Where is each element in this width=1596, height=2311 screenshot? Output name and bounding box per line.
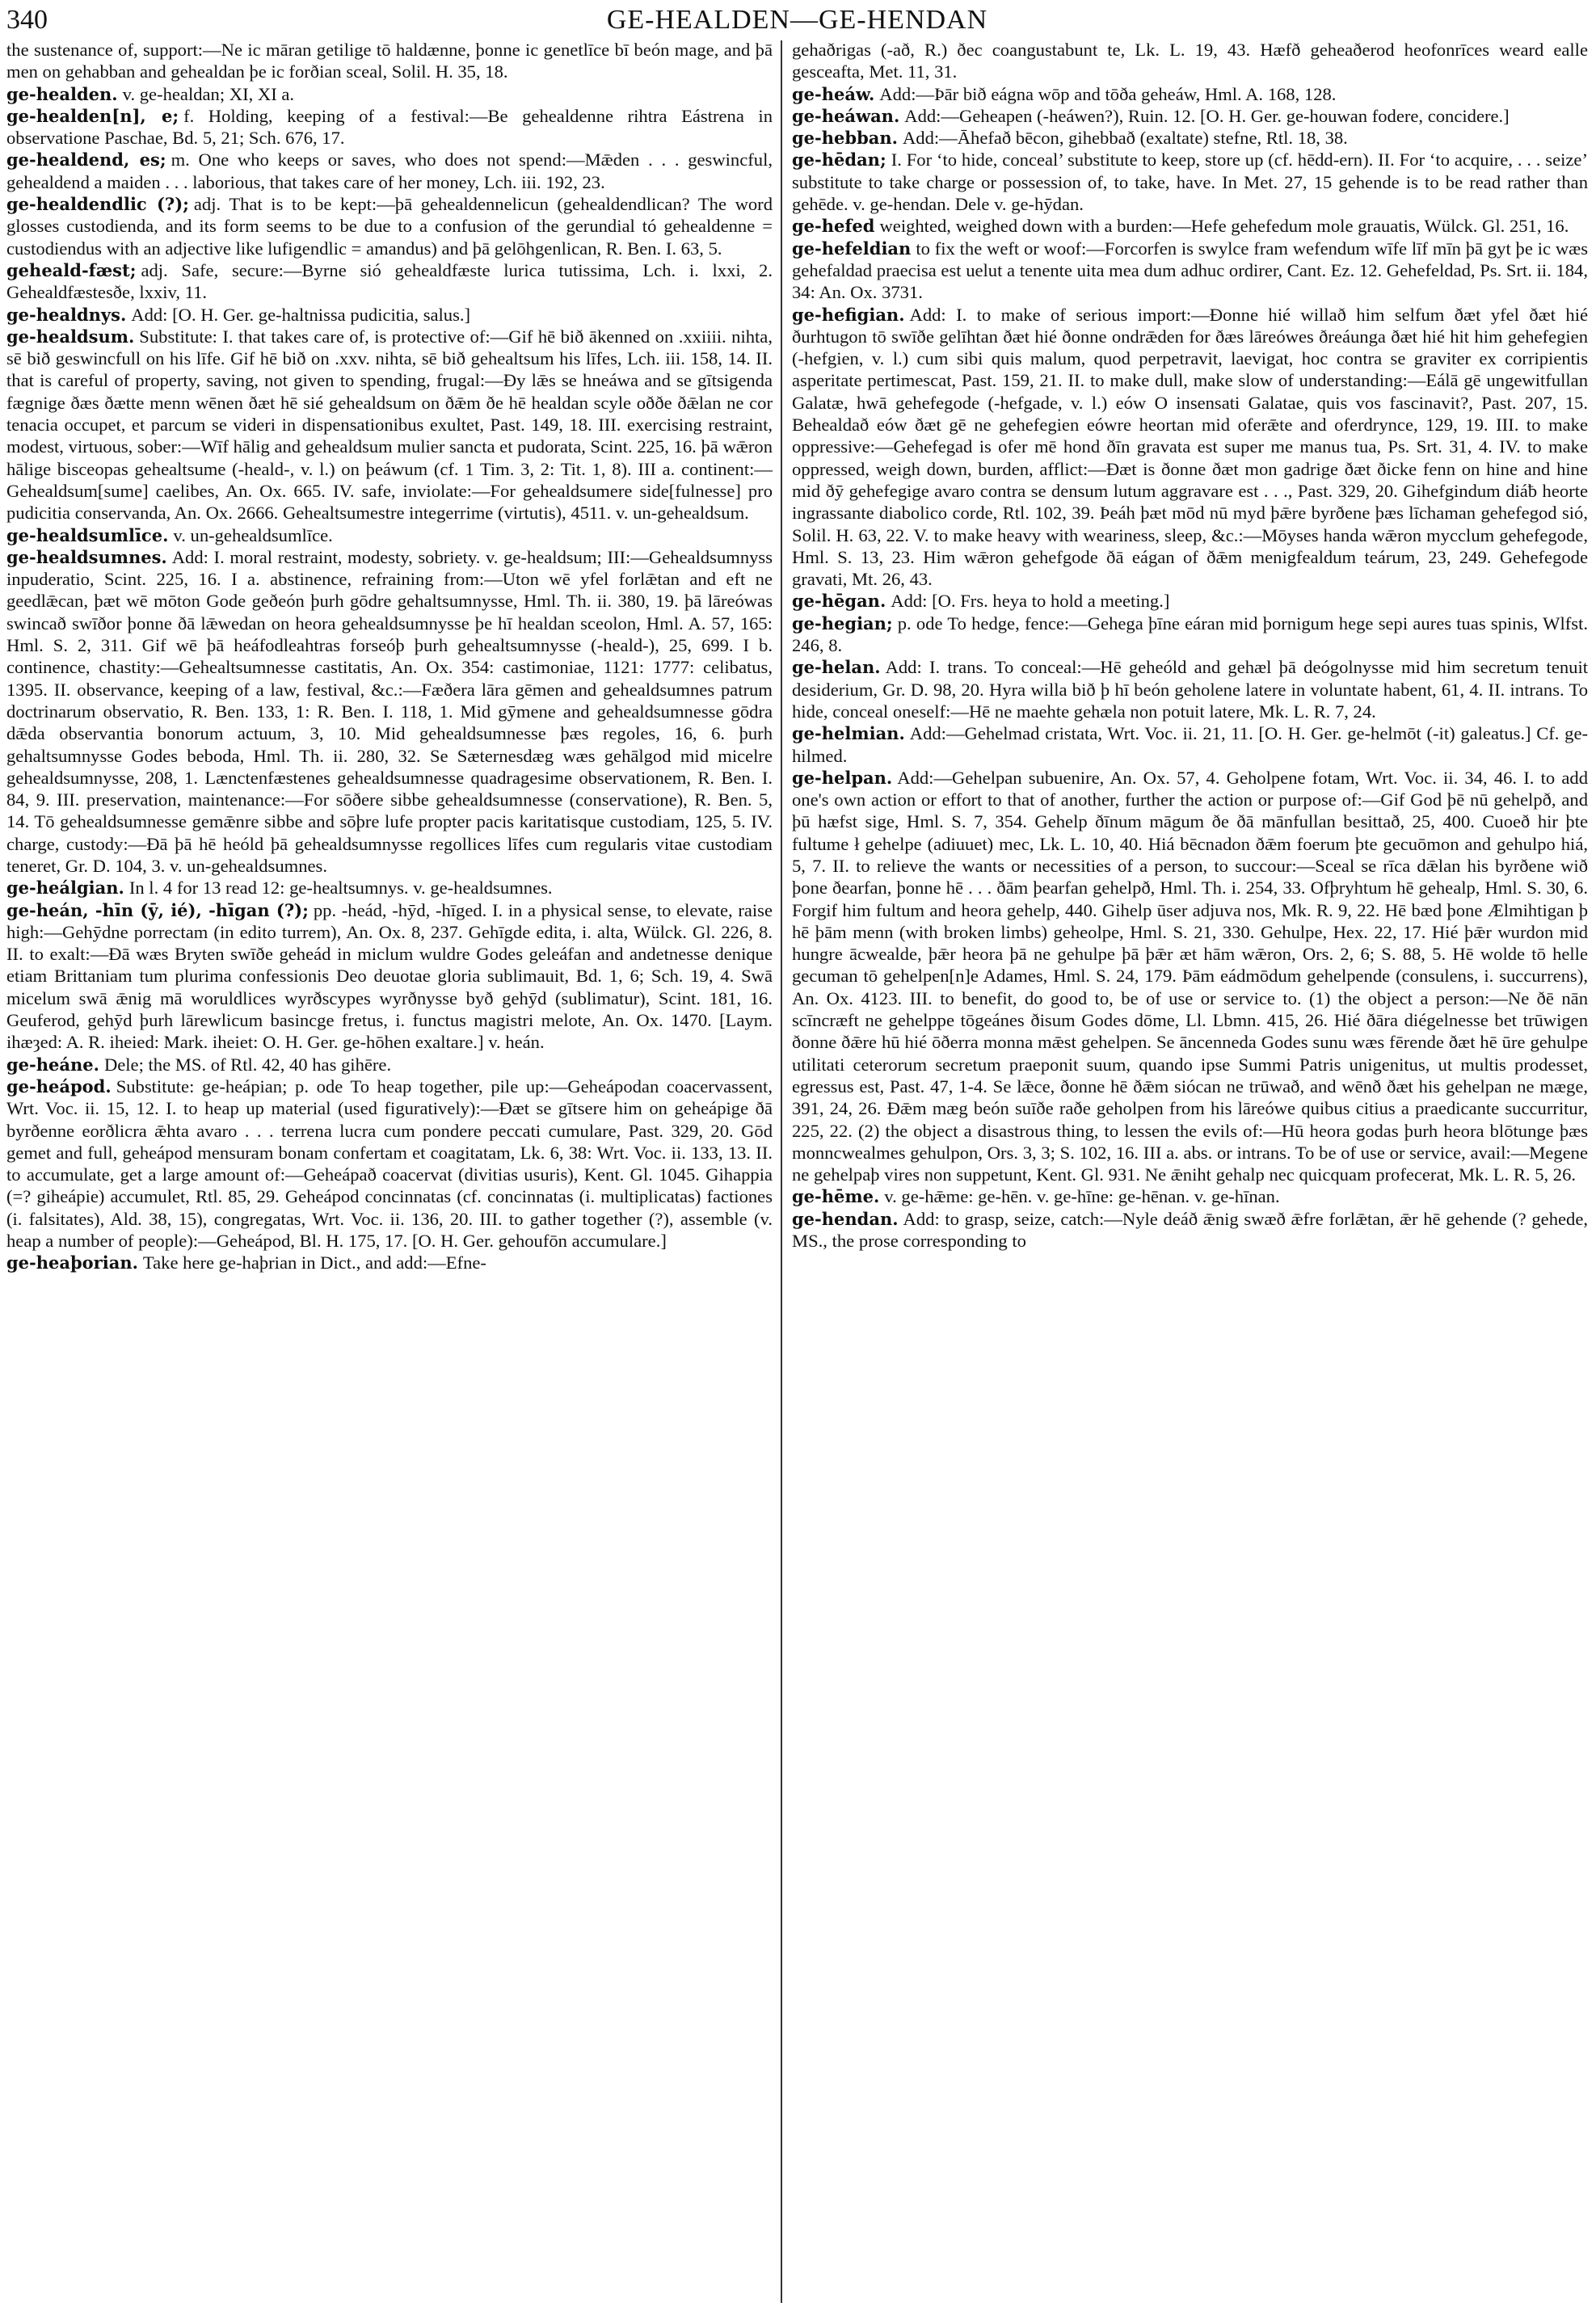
entry-text: Add: I. moral restraint, modesty, sobriety. v. ge-healdsum; III:—Gehealdsumnyss inpuderatio, Scint. 225, 16. I a. abstinence, refraining from:—Uton wē yfel forlǣtan and eft ne geedlǣcan, þæt wē mōton Gode geðeón þurh gōdre gehaltsumnysse, Hml. Th. ii. 380, 19. þā lāreówas swincað swīðor þonne ðā lǣwedan on heora gehealdsumnysse þe hī healdan sceolon, Hml. A. 57, 165: Hml. S. 2, 311. Gif wē þā heáfodleahtras forseóþ þurh gehealtsumnysse (-heald-), 25, 699. I b. continence, chastity:—Gehealtsumnesse castitatis, An. Ox. 354: castimoniae, 1121: 1777: celibatus, 1395. II. observance, keeping of a law, festival, &c.:—Fæðera lāra gēmen and gehealdsumnes patrum doctrinarum observatio, R. Ben. 133, 1: R. Ben. I. 118, 1. Mid gӯmene and gehealdsumnesse gōdra dǣda observantia bonorum actuum, 3, 10. Mid gehealdsumnesse þæs regoles, 16, 6. þurh gehaltsumnysse Godes beboda, Hml. Th. ii. 280, 32. Se Sæternesdæg wæs gehālgod mid micelre gehealdsumnysse, 208, 1. Lænctenfæstenes gehealdsumnesse quadragesime observationem, R. Ben. I. 84, 9. III. preservation, maintenance:—For sōðere sibbe gehealdsumnesse (conservatione), R. Ben. 5, 14. Tō gehealdsumnesse gemǣnre sibbe and sōþre lufe propter pacis karitatisque custodiam, 125, 5. IV. charge, custody:—Ðā þā hē heóld þā gehealdsumnysse regollices līfes cum regularis vitae custodiam teneret, Gr. D. 104, 3. v. un-gehealdsumnes. bbox=[6, 546, 773, 876]
column-divider bbox=[781, 40, 782, 2303]
entry-text: gehaðrigas (-að, R.) ðec coangustabunt te, Lk. L. 19, 43. Hæfð geheaðerod heofonrīces weard ealle gesceafta, Met. 11, 31. bbox=[792, 40, 1588, 82]
headword: ge-hefeldian bbox=[792, 238, 912, 259]
headword: ge-heán, -hīn (ȳ, ié), -hīgan (?); bbox=[6, 899, 309, 920]
entry-text: adj. Safe, secure:—Byrne sió gehealdfæste lurica tutissima, Lch. i. lxxi, 2. Gehealdfæstesðe, lxxiv, 11. bbox=[6, 259, 773, 303]
entry-text: to fix the weft or woof:—Forcorfen is swylce fram wefendum wīfe līf mīn þā gyt þe ic wæs gehefaldad praecisa est uelut a tenente uita mea dum adhuc ordirer, Cant. Ez. 12. Gehefeldad, Ps. Srt. ii. 184, 34: An. Ox. 3731. bbox=[792, 238, 1588, 303]
dictionary-entry bbox=[6, 1252, 773, 1273]
dictionary-entry bbox=[792, 238, 1588, 304]
dictionary-entry bbox=[792, 612, 1588, 657]
dictionary-entry bbox=[792, 1185, 1588, 1207]
dictionary-entry bbox=[6, 193, 773, 259]
dictionary-entry bbox=[6, 1054, 773, 1076]
entry-text: the sustenance of, support:—Ne ic māran getilige tō haldænne, þonne ic genetlīce bī beón mage, and þā men on gehabban and gehealdan þe ic forðian sceal, Solil. H. 35, 18. bbox=[6, 40, 773, 82]
entry-text: p. ode To hedge, fence:—Gehega þīne eáran mid þornigum hege sepi aures tuas spinis, Wlfst. 246, 8. bbox=[792, 612, 1588, 656]
headword: ge-healdendlic (?); bbox=[6, 194, 189, 215]
dictionary-entry bbox=[792, 215, 1588, 237]
entry-text: v. ge-healdan; XI, XI a. bbox=[122, 83, 295, 104]
headword: ge-hefigian. bbox=[792, 304, 905, 325]
entry-text: Add:—Geheapen (-heáwen?), Ruin. 12. [O. H. Ger. ge-houwan fodere, concidere.] bbox=[904, 105, 1510, 126]
dictionary-entry bbox=[6, 1076, 773, 1252]
dictionary-entry bbox=[792, 83, 1588, 105]
dictionary-entry bbox=[6, 899, 773, 1054]
headword: ge-helpan. bbox=[792, 767, 893, 788]
entry-text: Add: [O. Frs. heya to hold a meeting.] bbox=[891, 591, 1170, 612]
headword: geheald-fæst; bbox=[6, 259, 137, 280]
headword: ge-heáne. bbox=[6, 1054, 99, 1075]
entry-text: Substitute: I. that takes care of, is protective of:—Gif hē bið ākenned on .xxiiii. nihta, sē bið geswincfull on his līfe. Gif hē bið on .xxv. nihta, sē bið gehealtsum his līfes, Lch. iii. 158, 14. II. that is careful of property, saving, not given to spending, frugal:—Ðy lǣs se hneáwa and se gītsigenda fægnige ðæs ðætte menn wēnen ðæt hē sié gehealdsum on ðǣm ðe hē healdan scyle oððe ðǣlan ne cor tenacia occupet, et parcum se videri in dispensationibus exultet, Past. 149, 18. III. exercising restraint, modest, virtuous, sober:—Wīf hālig and gehealdsum mulier sancta et pudorata, Scint. 225, 16. þā wǣron hālige bisceopas gehealtsume (-heald-, v. l.) on þeáwum (cf. 1 Tim. 3, 2: Tit. 1, 8). III a. continent:—Gehealdsum[sume] caelibes, An. Ox. 665. IV. safe, inviolate:—For gehealdsumere side[fulnesse] pro pudicitia conservanda, An. Ox. 2666. Gehealtsumestre integerrime (virtutis), 4511. v. un-gehealdsum. bbox=[6, 326, 773, 524]
dictionary-entry bbox=[6, 326, 773, 524]
dictionary-entry bbox=[6, 524, 773, 546]
dictionary-entry bbox=[6, 259, 773, 304]
entry-text: In l. 4 for 13 read 12: ge-healtsumnys. v. ge-healdsumnes. bbox=[128, 878, 553, 899]
headword: ge-hēgan. bbox=[792, 591, 886, 612]
entry-text: v. ge-hǣme: ge-hēn. v. ge-hīne: ge-hēnan. v. ge-hīnan. bbox=[884, 1186, 1280, 1207]
page-header bbox=[6, 5, 1588, 40]
headword: ge-healdsumnes. bbox=[6, 546, 167, 567]
headword: ge-healden. bbox=[6, 83, 118, 104]
headword: ge-heápod. bbox=[6, 1076, 112, 1097]
headword: ge-heáw. bbox=[792, 83, 875, 104]
headword: ge-healden[n], e; bbox=[6, 105, 179, 126]
headword: ge-healdsum. bbox=[6, 326, 135, 347]
dictionary-entry bbox=[6, 105, 773, 149]
entry-text: weighted, weighed down with a burden:—Hefe gehefedum mole grauatis, Wülck. Gl. 251, 16. bbox=[879, 216, 1569, 237]
entry-text: I. For ‘to hide, conceal’ substitute to keep, store up (cf. hēdd-ern). II. For ‘to acquire, . . . seize’ substitute to take charge or possession of, to take, have. In Met. 27, 15 gehende is to be read rather than gehēde. v. ge-hendan. Dele v. ge-hӯdan. bbox=[792, 149, 1588, 215]
entry-text: Add: I. trans. To conceal:—Hē geheóld and gehæl þā deógolnysse mid him secretum tenuit desiderium, Gr. D. 98, 20. Hyra willa bið þ hī beón geholene latere in voluntate habent, 61, 4. II. intrans. To hide, conceal oneself:—Hē ne maehte gehæla non potuit latere, Mk. L. R. 7, 24. bbox=[792, 657, 1588, 722]
dictionary-entry bbox=[6, 877, 773, 899]
right-column bbox=[792, 39, 1588, 1252]
left-column bbox=[6, 39, 773, 1274]
headword: ge-heaþorian. bbox=[6, 1252, 138, 1273]
headword: ge-helmian. bbox=[792, 723, 905, 744]
entry-text: Add:—Gehelpan subuenire, An. Ox. 57, 4. Geholpene fotam, Wrt. Voc. ii. 34, 46. I. to add one's own action or effort to that of another, further the action or purpose of:—Gif God þē nū gehelpð, and þū hæfst sige, Hml. S. 7, 354. Gehelp ðīnum māgum ðe ðā mānfullan besittað, 25, 400. Cuoeð hir þte fultume ł gehelpe (adiuuet) mec, Lk. L. 10, 40. Hiá bēcnadon ðǣm foerum þte gecuōmon and gehulpo hiá, 5, 7. II. to relieve the wants or necessities of a person, to succour:—Sceal se rīca dǣlan his byrðene wið þone ðearfan, þonne hē . . . ðām þearfan gehelpð, Hml. Th. i. 254, 33. Ofþryhtum hē gehealp, Hml. S. 30, 6. Forgif him fultum and heora gehelp, 440. Gihelp ūser adjuva nos, Mk. R. 9, 22. Hē bæd þone Ælmihtigan þ hē þām menn (with broken limbs) geheolpe, Hml. S. 21, 330. Gehulpe, Hex. 22, 17. Hié þǣr wurdon mid hungre ācwealde, þǣr heora þā ne gehulpe þā þǣr æt hām wǣron, Ors. 2, 6; S. 88, 5. Hē wolde tō helle gecuman tō gehelpen[n]e Adames, Hml. S. 24, 179. Þām eádmōdum gehelpende (consulens, i. succurrens), An. Ox. 4123. III. to benefit, do good to, be of use or service to. (1) the object a person:—Ne ðē nān scīncræft ne gehelppe tōgeánes ðisum Godes dōme, Ll. Lbmn. 415, 26. Hié ðāra diégelnesse bet trūwigen ðonne ðǣre hū hié ōðerra monna mǣst gehelpen. Se āncenneda Godes sunu wæs fērende ðæt hē ūre gehulpe utilitati ceterorum secretum praeponit suum, quando ipse Summi Patris unigenitus, ut multis prodesset, egressus est, Past. 47, 1-4. Se lǣce, ðonne hē ðǣm siócan ne trūwað, and wēnð ðæt his gehelpan ne mæge, 391, 24, 26. Ðǣm mæg beón suīðe raðe geholpen from his lāreówe quibus citius a praedicante succurritur, 225, 22. (2) the object a disastrous thing, to lessen the evils of:—Hū heora godas þurh heora blōtunge þæs monncwealmes gehulpon, Ors. 3, 3; S. 102, 16. III a. abs. or intrans. To be of use or service, avail:—Megene ne gehelpaþ vires non suppetunt, Kent. Gl. 931. Ne ǣniht gehalp nec quicquam profecerat, Mk. L. R. 5, 26. bbox=[792, 767, 1588, 1185]
running-head: GE-HEALDEN—GE-HENDAN bbox=[606, 5, 988, 35]
entry-text: pp. -heád, -hӯd, -hīged. I. in a physical sense, to elevate, raise high:—Gehӯdne porrectam (in edito turrem), An. Ox. 8, 237. Gehīgde edita, i. alta, Wülck. Gl. 226, 8. II. to exalt:—Ðā wæs Bryten swīðe geheád in miclum wuldre Godes geleáfan and andetnesse denique etiam Brittaniam tum plurima confessionis Deo deuotae gloria sublimauit, Bd. 1, 6; Sch. 19, 4. Swā micelum swā ǣnig mā woruldlices wyrðscypes wyrðnysse byð gehӯd (sublimatur), Scint. 181, 16. Geuferod, gehӯd þurh lārewlicum basincge fretus, i. functus magistri melote, An. Ox. 1470. [Laym. ihæȝed: A. R. iheied: Mark. iheiet: O. H. Ger. ge-hōhen exaltare.] v. heán. bbox=[6, 899, 773, 1053]
dictionary-entry bbox=[792, 105, 1588, 127]
entry-continuation bbox=[6, 39, 773, 83]
dictionary-entry bbox=[792, 722, 1588, 767]
entry-continuation bbox=[792, 39, 1588, 83]
dictionary-entry bbox=[792, 590, 1588, 612]
dictionary-entry bbox=[6, 304, 773, 326]
entry-text: Substitute: ge-heápian; p. ode To heap together, pile up:—Geheápodan coacervassent, Wrt. Voc. ii. 15, 12. I. to heap up material (used figuratively):—Ðæt se gītsere him on geheápige ðā byrðenne eorðlicra ǣhta avaro . . . terrena lucra cum pondere peccati cumulare, Past. 329, 20. Gōd gemet and full, geheápod mensuram bonam confertam et coagitatam, Lk. 6, 38: Wrt. Voc. ii. 133, 13. II. to accumulate, get a large amount of:—Geheápað coacervat (divitias usuris), Kent. Gl. 1045. Gihappia (=? giheápie) accumulet, Rtl. 85, 29. Geheápod concinnatas (cf. concinnatas (i. multiplicatas) factiones (i. falsitates), Ald. 38, 15), congregatas, Wrt. Voc. ii. 136, 20. III. to gather together (?), assemble (v. heap a number of people):—Geheápod, Bl. H. 175, 17. [O. H. Ger. gehoufōn accumulare.] bbox=[6, 1076, 773, 1252]
headword: ge-healdend, es; bbox=[6, 149, 166, 170]
headword: ge-hebban. bbox=[792, 128, 898, 149]
entry-text: f. Holding, keeping of a festival:—Be gehealdenne rihtra Eástrena in observatione Paschae, Bd. 5, 21; Sch. 676, 17. bbox=[6, 105, 773, 149]
headword: ge-hegian; bbox=[792, 612, 893, 634]
entry-text: m. One who keeps or saves, who does not spend:—Mǣden . . . geswincful, gehealdend a maiden . . . laborious, that takes care of her money, Lch. iii. 192, 23. bbox=[6, 149, 773, 192]
dictionary-entry bbox=[792, 1208, 1588, 1252]
dictionary-entry bbox=[6, 83, 773, 105]
dictionary-entry bbox=[6, 149, 773, 193]
entry-text: Add: [O. H. Ger. ge-haltnissa pudicitia, salus.] bbox=[131, 304, 471, 325]
entry-text: Add:—Āhefað bēcon, gihebbað (exaltate) stefne, Rtl. 18, 38. bbox=[902, 128, 1348, 149]
headword: ge-healdsumlīce. bbox=[6, 524, 169, 545]
entry-text: v. un-gehealdsumlīce. bbox=[173, 524, 333, 545]
entry-text: adj. That is to be kept:—þā gehealdennelicun (gehealdendlican? The word glosses custodienda, and its form seems to be due to a confusion of the gerundial tó gehealdenne = custodiendus with an adjective like lufigendlic = amandus) and þā gelōhgenlican, R. Ben. I. 63, 5. bbox=[6, 194, 773, 259]
dictionary-entry bbox=[6, 546, 773, 877]
headword: ge-hēdan; bbox=[792, 149, 886, 170]
dictionary-entry bbox=[792, 767, 1588, 1186]
dictionary-entry bbox=[792, 149, 1588, 215]
dictionary-entry bbox=[792, 304, 1588, 591]
entry-text: Add: to grasp, seize, catch:—Nyle deáð ǣnig swæð ǣfre forlǣtan, ǣr hē gehende (? gehede, MS., the prose corresponding to bbox=[792, 1208, 1588, 1252]
headword: ge-heáwan. bbox=[792, 105, 900, 126]
dictionary-entry bbox=[792, 127, 1588, 149]
headword: ge-hēme. bbox=[792, 1186, 880, 1207]
entry-text: Add:—Þār bið eágna wōp and tōða geheáw, Hml. A. 168, 128. bbox=[879, 83, 1337, 104]
headword: ge-hefed bbox=[792, 216, 875, 237]
headword: ge-hendan. bbox=[792, 1208, 899, 1229]
headword: ge-heálgian. bbox=[6, 878, 124, 899]
entry-text: Take here ge-haþrian in Dict., and add:—Efne- bbox=[142, 1252, 486, 1273]
dictionary-entry bbox=[792, 656, 1588, 722]
entry-text: Dele; the MS. of Rtl. 42, 40 has gihēre. bbox=[103, 1054, 392, 1075]
headword: ge-helan. bbox=[792, 657, 881, 678]
page-number: 340 bbox=[6, 5, 48, 35]
entry-text: Add:—Gehelmad cristata, Wrt. Voc. ii. 21, 11. [O. H. Ger. ge-helmōt (-it) galeatus.] Cf. ge-hilmed. bbox=[792, 723, 1588, 766]
entry-text: Add: I. to make of serious import:—Ðonne hié willað him selfum ðæt yfel ðæt hié ðurhtugon tō swīðe gelīhtan ðæt hié ðonne ondrǣden for ðæs lāreówes ðreáunga ðæt hié hit him gehefegien (-hefgien, v. l.) cum sibi quis malum, quod perpetravit, laevigat, hoc contra se graviter ex corripientis asperitate pertimescat, Past. 159, 21. II. to make dull, make slow of understanding:—Eálā gē ungewitfullan Galatæ, hwā gehefegode (-hefgade, v. l.) eów O insensati Galatae, quis vos fascinavit?, Past. 207, 15. Behealdað eów ðæt gē ne gehefegien eówre heortan mid oferǣte and oferdrynce, 129, 19. III. to make oppressive:—Gehefegad is ofer mē hond ðīn gravata est super me manus tua, Ps. Srt. 31, 4. IV. to make oppressed, weigh down, burden, afflict:—Ðæt is ðonne ðæt mon gadrige ðæt ðicke fenn on hine and hine mid ðӯ gehefegige avaro contra se densum lutum aggravare est . . ., Past. 329, 20. Gihefgindum diáƀ heorte ingrassante diabolico corde, Rtl. 102, 39. Þeáh þæt mōd nū myd þǣre byrðene þæs līchaman gehefegod sió, Solil. H. 63, 22. V. to make heavy with weariness, sleep, &c.:—Mōyses handa wǣron mycclum gehefegode, Hml. S. 13, 23. Him wǣron gehefgode ðā eágan of ðǣm menigfealdum teárum, 23, 249. Gehefegode gravati, Mt. 26, 43. bbox=[792, 304, 1588, 590]
headword: ge-healdnys. bbox=[6, 304, 127, 325]
